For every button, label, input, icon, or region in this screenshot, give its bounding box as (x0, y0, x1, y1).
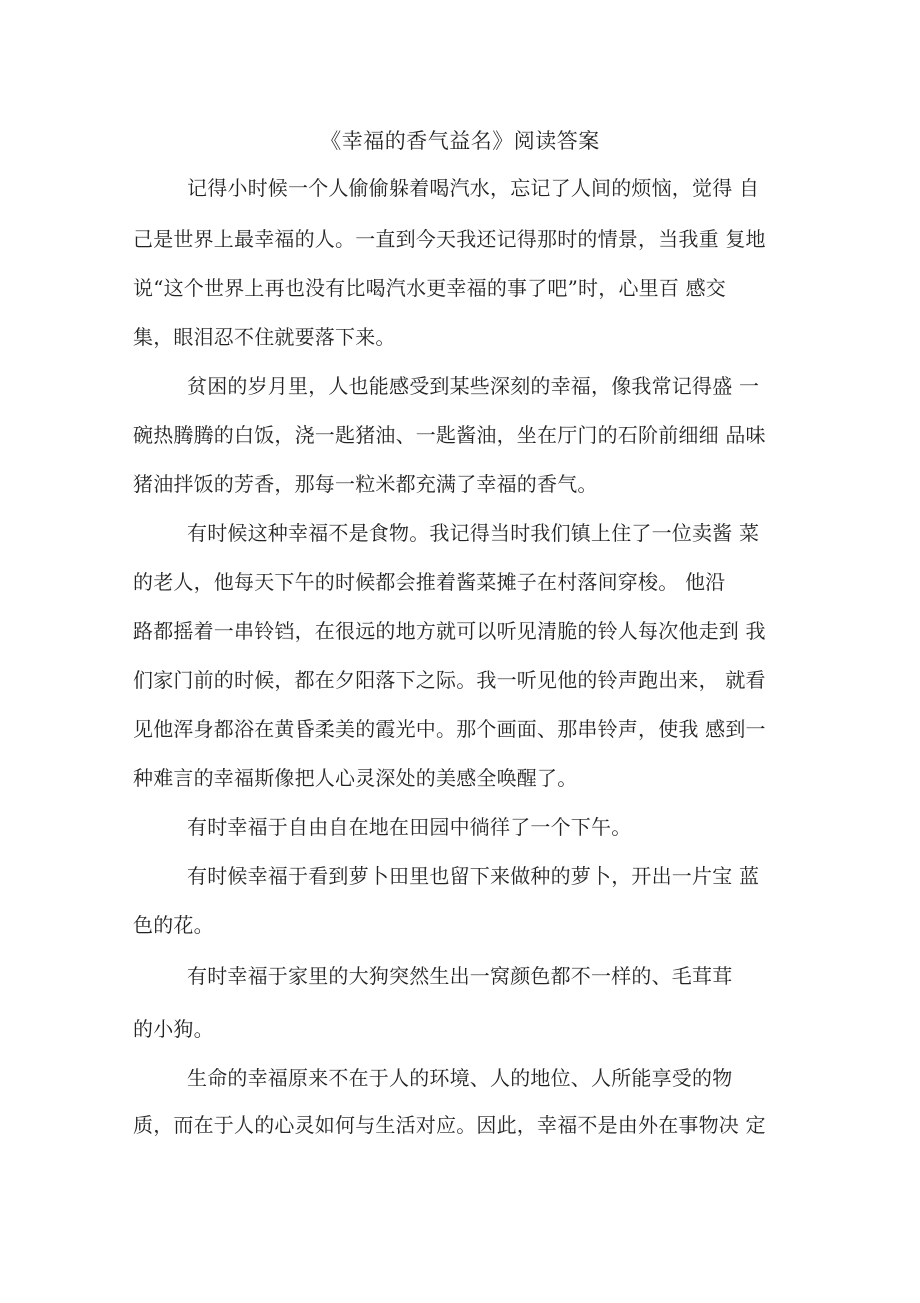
text-line: 路都摇着一串铃铛，在很远的地方就可以听见清脆的铃人每次他走到 我 (133, 619, 766, 643)
text-line: 种难言的幸福斯像把人心灵深处的美感全唤醒了。 (133, 766, 578, 790)
text-line: 猪油拌饭的芳香，那每一粒米都充满了幸福的香气。 (133, 472, 598, 496)
text-line: 有时候幸福于看到萝卜田里也留下来做种的萝卜，开出一片宝 蓝 (187, 864, 760, 888)
text-line: 集，眼泪忍不住就要落下来。 (133, 325, 396, 349)
text-line: 贫困的岁月里，人也能感受到某些深刻的幸福，像我常记得盛 一 (187, 374, 760, 398)
text-line: 质，而在于人的心灵如何与生活对应。因此，幸福不是由外在事物决 定 (133, 1113, 766, 1137)
text-line: 见他浑身都浴在黄昏柔美的霞光中。那个画面、那串铃声，使我 感到一 (133, 717, 766, 741)
document-title: 《幸福的香气益名》阅读答案 (320, 129, 600, 153)
text-line: 色的花。 (133, 913, 214, 937)
text-line: 有时幸福于家里的大狗突然生出一窝颜色都不一样的、毛茸茸 (187, 964, 733, 988)
text-line: 记得小时候一个人偷偷躲着喝汽水，忘记了人间的烦恼，觉得 自 (187, 176, 760, 200)
text-line: 的小狗。 (133, 1017, 214, 1041)
text-line: 有时幸福于自由自在地在田园中徜徉了一个下午。 (187, 815, 632, 839)
text-line: 的老人，他每天下午的时候都会推着酱菜摊子在村落间穿梭。 他沿 (133, 570, 726, 594)
text-line: 说“这个世界上再也没有比喝汽水更幸福的事了吧”时，心里百 感交 (133, 276, 727, 300)
text-line: 己是世界上最幸福的人。一直到今天我还记得那时的情景，当我重 复地 (133, 227, 766, 251)
text-line: 们家门前的时候，都在夕阳落下之际。我一听见他的铃声跑出来， 就看 (133, 668, 766, 692)
text-line: 生命的幸福原来不在于人的环境、人的地位、人所能享受的物 (187, 1066, 733, 1090)
text-line: 有时候这种幸福不是食物。我记得当时我们镇上住了一位卖酱 菜 (187, 521, 760, 545)
text-line: 碗热腾腾的白饭，浇一匙猪油、一匙酱油，坐在厅门的石阶前细细 品味 (133, 423, 766, 447)
